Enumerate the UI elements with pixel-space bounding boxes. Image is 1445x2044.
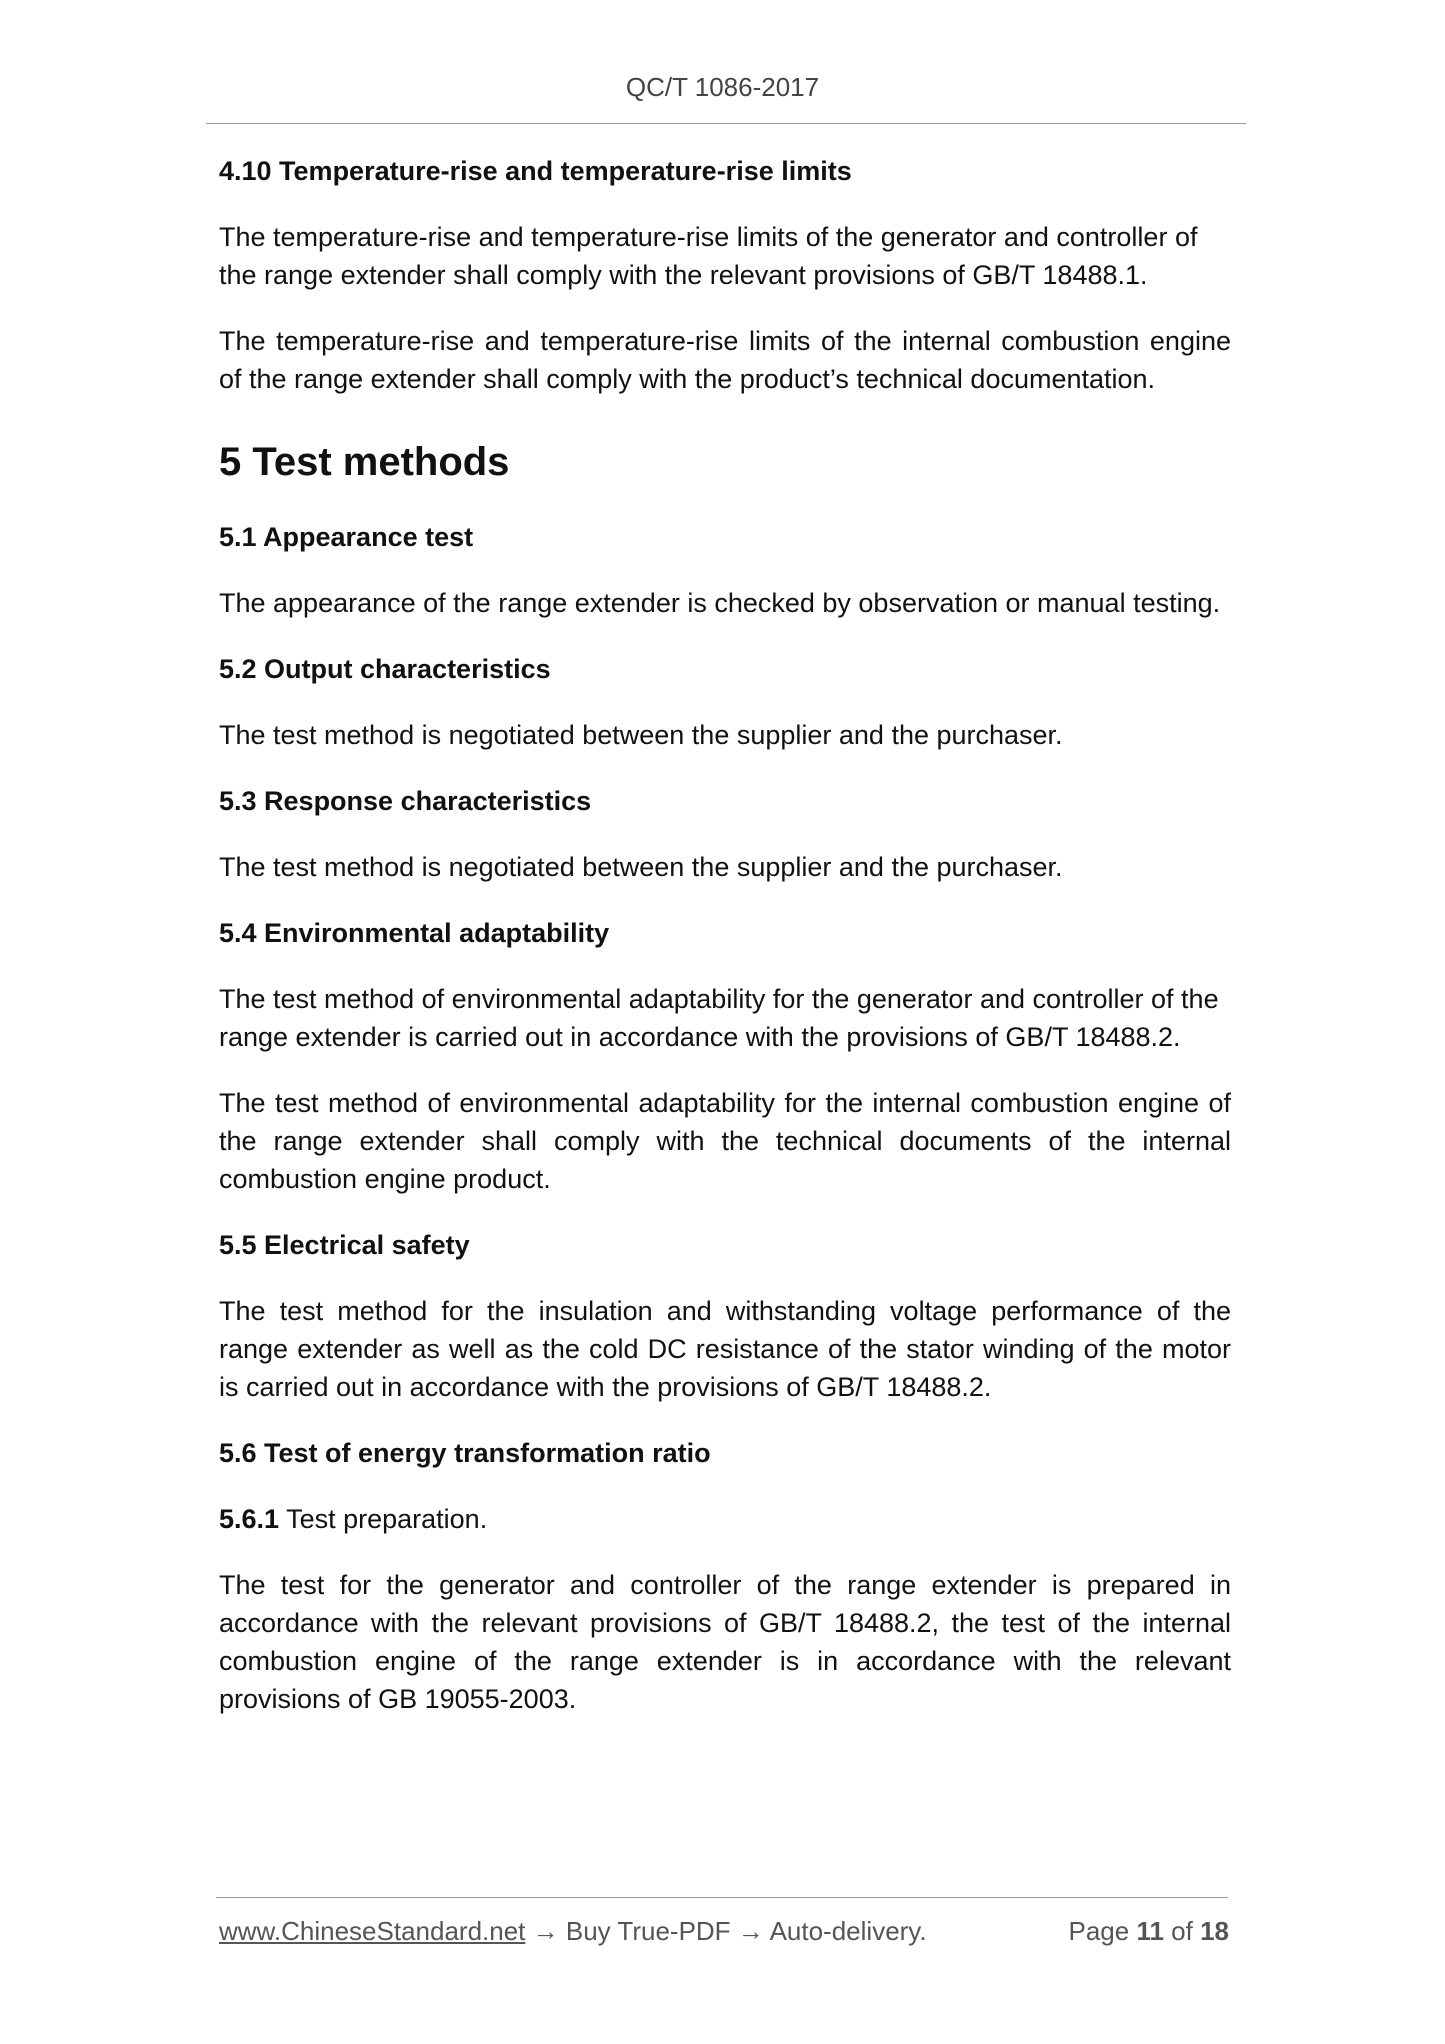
footer-tagline: → Buy True-PDF → Auto-delivery. bbox=[525, 1916, 927, 1946]
section-5-heading: 5 Test methods bbox=[219, 440, 510, 484]
chinesestandard-link[interactable]: www.ChineseStandard.net bbox=[219, 1916, 526, 1946]
section-5-5-heading: 5.5 Electrical safety bbox=[219, 1230, 470, 1260]
section-5-2-paragraph: The test method is negotiated between the supplier and the purchaser. bbox=[219, 720, 1063, 750]
section-5-6-1-number: 5.6.1 bbox=[219, 1504, 280, 1534]
section-5-3-heading: 5.3 Response characteristics bbox=[219, 786, 592, 816]
page-current: 11 bbox=[1136, 1916, 1164, 1946]
section-5-4-heading: 5.4 Environmental adaptability bbox=[219, 918, 610, 948]
section-4-10-paragraph-2: The temperature-rise and temperature-rise limits of the internal combustion engine of the range extender shall comply with the product’s technical documentation. bbox=[219, 326, 1231, 394]
section-5-6-heading: 5.6 Test of energy transformation ratio bbox=[219, 1438, 711, 1468]
footer-promo bbox=[219, 1916, 927, 1947]
section-5-6-1-title: Test preparation. bbox=[279, 1504, 488, 1534]
section-5-6-1-line bbox=[219, 1500, 1231, 1538]
page-of-label: of bbox=[1163, 1916, 1201, 1946]
document-code-header: QC/T 1086-2017 bbox=[625, 72, 820, 102]
section-5-4-paragraph-2: The test method of environmental adaptability for the internal combustion engine of the range extender shall comply with the technical documents of the internal combustion engine product. bbox=[219, 1088, 1231, 1194]
section-4-10-heading: 4.10 Temperature-rise and temperature-rise limits bbox=[219, 156, 852, 186]
page-total: 18 bbox=[1200, 1916, 1229, 1946]
section-5-2-heading: 5.2 Output characteristics bbox=[219, 654, 551, 684]
footer-divider bbox=[216, 1897, 1228, 1898]
page-footer bbox=[219, 1916, 1229, 1956]
header-divider bbox=[206, 123, 1246, 124]
document-body bbox=[219, 152, 1231, 1718]
page-number bbox=[1068, 1916, 1229, 1947]
section-5-5-paragraph: The test method for the insulation and withstanding voltage performance of the range extender as well as the cold DC resistance of the stator winding of the motor is carried out in accordance with the provisions of GB/T 18488.2. bbox=[219, 1296, 1231, 1402]
page-label: Page bbox=[1068, 1916, 1137, 1946]
section-4-10-paragraph-1: The temperature-rise and temperature-rise limits of the generator and controller of the range extender shall comply with the relevant provisions of GB/T 18488.1. bbox=[219, 222, 1198, 290]
section-5-4-paragraph-1: The test method of environmental adaptability for the generator and controller of the range extender is carried out in accordance with the provisions of GB/T 18488.2. bbox=[219, 984, 1219, 1052]
section-5-6-1-paragraph: The test for the generator and controller of the range extender is prepared in accordance with the relevant provisions of GB/T 18488.2, the test of the internal combustion engine of the range extender is in accordance with the relevant provisions of GB 19055-2003. bbox=[219, 1570, 1231, 1714]
section-5-1-heading: 5.1 Appearance test bbox=[219, 522, 474, 552]
section-5-1-paragraph: The appearance of the range extender is checked by observation or manual testing. bbox=[219, 588, 1221, 618]
section-5-3-paragraph: The test method is negotiated between the supplier and the purchaser. bbox=[219, 852, 1063, 882]
